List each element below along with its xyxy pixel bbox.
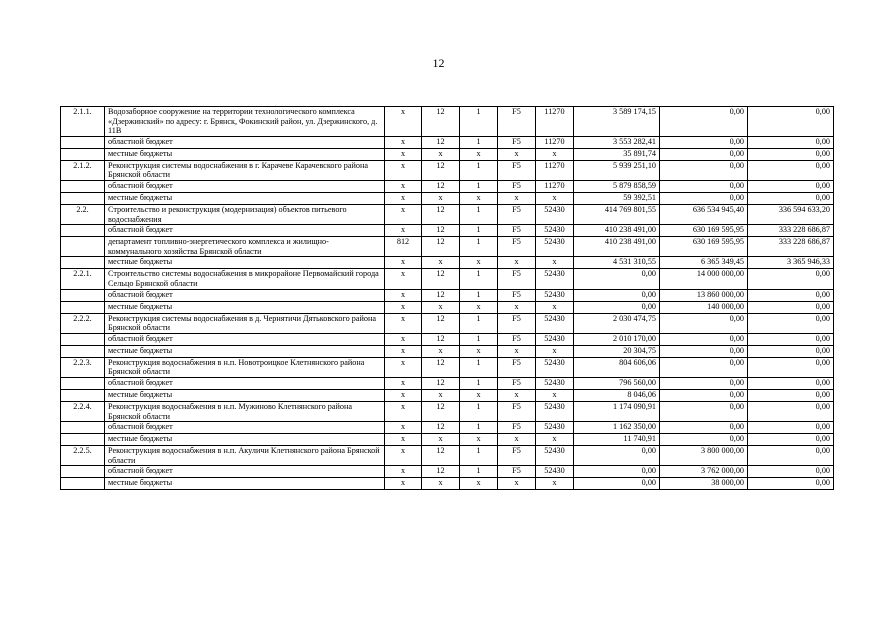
code-project: F5 bbox=[498, 401, 536, 421]
amount-year-1: 0,00 bbox=[574, 289, 660, 301]
amount-year-1: 0,00 bbox=[574, 269, 660, 289]
code-project: F5 bbox=[498, 225, 536, 237]
code-project: F5 bbox=[498, 160, 536, 180]
row-name: областной бюджет bbox=[105, 180, 385, 192]
code-direction: х bbox=[536, 389, 574, 401]
code-direction: 52430 bbox=[536, 466, 574, 478]
code-program: 1 bbox=[460, 422, 498, 434]
row-number bbox=[61, 289, 105, 301]
row-number bbox=[61, 389, 105, 401]
code-project: F5 bbox=[498, 269, 536, 289]
code-project: F5 bbox=[498, 333, 536, 345]
code-section: х bbox=[422, 478, 460, 490]
amount-year-2: 0,00 bbox=[660, 333, 748, 345]
row-name: Реконструкция системы водоснабжения в г. Карачеве Карачевского района Брянской области bbox=[105, 160, 385, 180]
code-section: 12 bbox=[422, 313, 460, 333]
table-row bbox=[61, 192, 834, 204]
code-direction: 11270 bbox=[536, 160, 574, 180]
amount-year-2: 0,00 bbox=[660, 192, 748, 204]
code-program: 1 bbox=[460, 401, 498, 421]
code-section: х bbox=[422, 434, 460, 446]
amount-year-3: 0,00 bbox=[748, 377, 834, 389]
row-number bbox=[61, 301, 105, 313]
code-project: F5 bbox=[498, 466, 536, 478]
amount-year-3: 0,00 bbox=[748, 289, 834, 301]
code-project: F5 bbox=[498, 357, 536, 377]
code-direction: х bbox=[536, 434, 574, 446]
amount-year-2: 0,00 bbox=[660, 377, 748, 389]
code-direction: 52430 bbox=[536, 237, 574, 257]
row-name: областной бюджет bbox=[105, 289, 385, 301]
amount-year-1: 1 174 090,91 bbox=[574, 401, 660, 421]
table-row bbox=[61, 301, 834, 313]
row-number bbox=[61, 422, 105, 434]
code-program: 1 bbox=[460, 180, 498, 192]
amount-year-2: 0,00 bbox=[660, 313, 748, 333]
row-number bbox=[61, 466, 105, 478]
code-admin: х bbox=[385, 301, 422, 313]
code-section: 12 bbox=[422, 269, 460, 289]
row-number: 2.1.1. bbox=[61, 107, 105, 137]
amount-year-1: 35 891,74 bbox=[574, 148, 660, 160]
row-number bbox=[61, 237, 105, 257]
row-number bbox=[61, 192, 105, 204]
table-row bbox=[61, 107, 834, 137]
row-number bbox=[61, 377, 105, 389]
code-section: 12 bbox=[422, 136, 460, 148]
table-row bbox=[61, 148, 834, 160]
amount-year-2: 3 800 000,00 bbox=[660, 446, 748, 466]
code-admin: х bbox=[385, 434, 422, 446]
amount-year-3: 0,00 bbox=[748, 389, 834, 401]
code-direction: 11270 bbox=[536, 136, 574, 148]
code-direction: 52430 bbox=[536, 422, 574, 434]
code-direction: х bbox=[536, 301, 574, 313]
amount-year-1: 59 392,51 bbox=[574, 192, 660, 204]
table-row bbox=[61, 204, 834, 224]
table-row bbox=[61, 357, 834, 377]
table-row bbox=[61, 377, 834, 389]
code-section: 12 bbox=[422, 180, 460, 192]
amount-year-2: 636 534 945,40 bbox=[660, 204, 748, 224]
code-direction: 52430 bbox=[536, 204, 574, 224]
code-admin: х bbox=[385, 107, 422, 137]
row-name: Реконструкция водоснабжения в н.п. Новотроицкое Клетнянского района Брянской области bbox=[105, 357, 385, 377]
code-section: х bbox=[422, 192, 460, 204]
row-name: местные бюджеты bbox=[105, 389, 385, 401]
amount-year-1: 5 939 251,10 bbox=[574, 160, 660, 180]
code-admin: х bbox=[385, 148, 422, 160]
code-project: х bbox=[498, 257, 536, 269]
code-admin: х bbox=[385, 257, 422, 269]
code-program: х bbox=[460, 434, 498, 446]
code-direction: х bbox=[536, 192, 574, 204]
amount-year-2: 630 169 595,95 bbox=[660, 225, 748, 237]
amount-year-2: 0,00 bbox=[660, 107, 748, 137]
amount-year-1: 4 531 310,55 bbox=[574, 257, 660, 269]
amount-year-1: 2 030 474,75 bbox=[574, 313, 660, 333]
code-section: 12 bbox=[422, 446, 460, 466]
table-row bbox=[61, 422, 834, 434]
code-admin: х bbox=[385, 446, 422, 466]
table-row bbox=[61, 466, 834, 478]
code-program: х bbox=[460, 257, 498, 269]
row-name: областной бюджет bbox=[105, 466, 385, 478]
code-program: х bbox=[460, 192, 498, 204]
code-section: 12 bbox=[422, 401, 460, 421]
code-program: 1 bbox=[460, 333, 498, 345]
amount-year-3: 0,00 bbox=[748, 401, 834, 421]
code-program: х bbox=[460, 301, 498, 313]
amount-year-1: 8 046,06 bbox=[574, 389, 660, 401]
table-row bbox=[61, 160, 834, 180]
row-name: местные бюджеты bbox=[105, 148, 385, 160]
code-admin: х bbox=[385, 478, 422, 490]
code-admin: х bbox=[385, 289, 422, 301]
table-row bbox=[61, 446, 834, 466]
amount-year-1: 410 238 491,00 bbox=[574, 237, 660, 257]
code-program: х bbox=[460, 148, 498, 160]
code-program: х bbox=[460, 345, 498, 357]
code-admin: 812 bbox=[385, 237, 422, 257]
table-row bbox=[61, 225, 834, 237]
table-row bbox=[61, 401, 834, 421]
code-direction: 52430 bbox=[536, 313, 574, 333]
amount-year-3: 0,00 bbox=[748, 478, 834, 490]
amount-year-2: 6 365 349,45 bbox=[660, 257, 748, 269]
code-direction: 52430 bbox=[536, 401, 574, 421]
amount-year-1: 414 769 801,55 bbox=[574, 204, 660, 224]
row-number: 2.2. bbox=[61, 204, 105, 224]
amount-year-1: 5 879 858,59 bbox=[574, 180, 660, 192]
amount-year-3: 0,00 bbox=[748, 301, 834, 313]
code-project: F5 bbox=[498, 313, 536, 333]
code-admin: х bbox=[385, 466, 422, 478]
code-direction: 52430 bbox=[536, 377, 574, 389]
row-name: областной бюджет bbox=[105, 377, 385, 389]
code-admin: х bbox=[385, 225, 422, 237]
code-admin: х bbox=[385, 313, 422, 333]
code-program: 1 bbox=[460, 237, 498, 257]
code-program: 1 bbox=[460, 377, 498, 389]
amount-year-1: 0,00 bbox=[574, 478, 660, 490]
table-row bbox=[61, 269, 834, 289]
code-admin: х bbox=[385, 357, 422, 377]
amount-year-2: 38 000,00 bbox=[660, 478, 748, 490]
amount-year-2: 0,00 bbox=[660, 345, 748, 357]
code-admin: х bbox=[385, 136, 422, 148]
code-project: х bbox=[498, 148, 536, 160]
amount-year-1: 20 304,75 bbox=[574, 345, 660, 357]
amount-year-2: 140 000,00 bbox=[660, 301, 748, 313]
code-project: F5 bbox=[498, 289, 536, 301]
row-name: Реконструкция водоснабжения в н.п. Акуличи Клетнянского района Брянской области bbox=[105, 446, 385, 466]
row-number bbox=[61, 136, 105, 148]
code-direction: 11270 bbox=[536, 107, 574, 137]
amount-year-1: 1 162 350,00 bbox=[574, 422, 660, 434]
amount-year-3: 0,00 bbox=[748, 160, 834, 180]
code-project: х bbox=[498, 192, 536, 204]
table-row bbox=[61, 180, 834, 192]
table-row bbox=[61, 289, 834, 301]
amount-year-3: 0,00 bbox=[748, 180, 834, 192]
row-name: местные бюджеты bbox=[105, 301, 385, 313]
code-project: F5 bbox=[498, 180, 536, 192]
amount-year-3: 0,00 bbox=[748, 313, 834, 333]
code-admin: х bbox=[385, 269, 422, 289]
code-project: F5 bbox=[498, 136, 536, 148]
table-row bbox=[61, 136, 834, 148]
amount-year-3: 0,00 bbox=[748, 345, 834, 357]
table-row bbox=[61, 389, 834, 401]
row-name: местные бюджеты bbox=[105, 192, 385, 204]
code-project: х bbox=[498, 478, 536, 490]
code-program: 1 bbox=[460, 466, 498, 478]
code-admin: х bbox=[385, 422, 422, 434]
code-program: 1 bbox=[460, 136, 498, 148]
table-row bbox=[61, 313, 834, 333]
code-admin: х bbox=[385, 204, 422, 224]
row-number: 2.2.5. bbox=[61, 446, 105, 466]
amount-year-3: 0,00 bbox=[748, 446, 834, 466]
row-number bbox=[61, 225, 105, 237]
row-number: 2.2.2. bbox=[61, 313, 105, 333]
code-admin: х bbox=[385, 401, 422, 421]
row-number bbox=[61, 333, 105, 345]
code-program: х bbox=[460, 478, 498, 490]
code-program: 1 bbox=[460, 269, 498, 289]
row-number: 2.2.3. bbox=[61, 357, 105, 377]
amount-year-2: 630 169 595,95 bbox=[660, 237, 748, 257]
amount-year-3: 0,00 bbox=[748, 333, 834, 345]
amount-year-2: 0,00 bbox=[660, 422, 748, 434]
row-name: Строительство системы водоснабжения в микрорайоне Первомайский города Сельцо Брянской области bbox=[105, 269, 385, 289]
amount-year-2: 0,00 bbox=[660, 389, 748, 401]
table-row bbox=[61, 434, 834, 446]
page-number: 12 bbox=[432, 56, 445, 70]
code-program: 1 bbox=[460, 107, 498, 137]
amount-year-3: 0,00 bbox=[748, 357, 834, 377]
row-name: областной бюджет bbox=[105, 225, 385, 237]
row-name: местные бюджеты bbox=[105, 345, 385, 357]
amount-year-2: 0,00 bbox=[660, 401, 748, 421]
table-row bbox=[61, 257, 834, 269]
code-section: х bbox=[422, 257, 460, 269]
amount-year-2: 13 860 000,00 bbox=[660, 289, 748, 301]
amount-year-2: 0,00 bbox=[660, 136, 748, 148]
code-admin: х bbox=[385, 180, 422, 192]
code-direction: х bbox=[536, 257, 574, 269]
code-direction: х bbox=[536, 148, 574, 160]
table-body bbox=[61, 107, 834, 490]
code-section: 12 bbox=[422, 107, 460, 137]
code-program: х bbox=[460, 389, 498, 401]
row-name: местные бюджеты bbox=[105, 478, 385, 490]
code-project: F5 bbox=[498, 446, 536, 466]
code-section: х bbox=[422, 148, 460, 160]
code-project: х bbox=[498, 434, 536, 446]
code-admin: х bbox=[385, 192, 422, 204]
amount-year-3: 0,00 bbox=[748, 148, 834, 160]
row-name: Строительство и реконструкция (модернизация) объектов питьевого водоснабжения bbox=[105, 204, 385, 224]
code-admin: х bbox=[385, 345, 422, 357]
table-row bbox=[61, 478, 834, 490]
row-number bbox=[61, 180, 105, 192]
code-project: F5 bbox=[498, 204, 536, 224]
amount-year-1: 804 606,06 bbox=[574, 357, 660, 377]
amount-year-3: 0,00 bbox=[748, 422, 834, 434]
code-admin: х bbox=[385, 160, 422, 180]
amount-year-2: 0,00 bbox=[660, 357, 748, 377]
row-name: местные бюджеты bbox=[105, 434, 385, 446]
code-section: х bbox=[422, 301, 460, 313]
amount-year-1: 3 589 174,15 bbox=[574, 107, 660, 137]
code-direction: 52430 bbox=[536, 333, 574, 345]
code-direction: х bbox=[536, 478, 574, 490]
amount-year-3: 0,00 bbox=[748, 136, 834, 148]
code-direction: 52430 bbox=[536, 289, 574, 301]
code-section: 12 bbox=[422, 160, 460, 180]
code-section: 12 bbox=[422, 422, 460, 434]
code-program: 1 bbox=[460, 357, 498, 377]
row-name: областной бюджет bbox=[105, 333, 385, 345]
row-name: областной бюджет bbox=[105, 136, 385, 148]
row-number: 2.2.1. bbox=[61, 269, 105, 289]
row-name: областной бюджет bbox=[105, 422, 385, 434]
code-section: 12 bbox=[422, 289, 460, 301]
table-row bbox=[61, 333, 834, 345]
amount-year-1: 0,00 bbox=[574, 446, 660, 466]
row-number: 2.1.2. bbox=[61, 160, 105, 180]
code-program: 1 bbox=[460, 204, 498, 224]
code-direction: 52430 bbox=[536, 225, 574, 237]
amount-year-1: 3 553 282,41 bbox=[574, 136, 660, 148]
code-section: 12 bbox=[422, 237, 460, 257]
row-name: местные бюджеты bbox=[105, 257, 385, 269]
code-project: х bbox=[498, 301, 536, 313]
amount-year-2: 0,00 bbox=[660, 148, 748, 160]
amount-year-1: 0,00 bbox=[574, 301, 660, 313]
code-program: 1 bbox=[460, 160, 498, 180]
code-section: х bbox=[422, 345, 460, 357]
row-number: 2.2.4. bbox=[61, 401, 105, 421]
amount-year-3: 0,00 bbox=[748, 192, 834, 204]
code-project: F5 bbox=[498, 377, 536, 389]
code-admin: х bbox=[385, 389, 422, 401]
row-number bbox=[61, 148, 105, 160]
code-project: F5 bbox=[498, 107, 536, 137]
code-direction: х bbox=[536, 345, 574, 357]
row-number bbox=[61, 257, 105, 269]
amount-year-3: 0,00 bbox=[748, 466, 834, 478]
row-name: Реконструкция системы водоснабжения в д. Чернятичи Дятьковского района Брянской области bbox=[105, 313, 385, 333]
amount-year-1: 11 740,91 bbox=[574, 434, 660, 446]
row-name: департамент топливно-энергетического комплекса и жилищно-коммунального хозяйства Брянской области bbox=[105, 237, 385, 257]
amount-year-3: 336 594 633,20 bbox=[748, 204, 834, 224]
code-section: 12 bbox=[422, 357, 460, 377]
code-project: F5 bbox=[498, 422, 536, 434]
code-section: 12 bbox=[422, 333, 460, 345]
code-project: F5 bbox=[498, 237, 536, 257]
amount-year-1: 410 238 491,00 bbox=[574, 225, 660, 237]
table-row bbox=[61, 237, 834, 257]
budget-table bbox=[60, 106, 834, 490]
row-number bbox=[61, 345, 105, 357]
row-number bbox=[61, 478, 105, 490]
amount-year-1: 0,00 bbox=[574, 466, 660, 478]
amount-year-1: 2 010 170,00 bbox=[574, 333, 660, 345]
code-project: х bbox=[498, 389, 536, 401]
code-section: 12 bbox=[422, 225, 460, 237]
code-project: х bbox=[498, 345, 536, 357]
code-section: 12 bbox=[422, 204, 460, 224]
row-name: Реконструкция водоснабжения в н.п. Мужиново Клетнянского района Брянской области bbox=[105, 401, 385, 421]
amount-year-3: 3 365 946,33 bbox=[748, 257, 834, 269]
row-number bbox=[61, 434, 105, 446]
amount-year-2: 3 762 000,00 bbox=[660, 466, 748, 478]
amount-year-3: 333 228 686,87 bbox=[748, 237, 834, 257]
code-section: 12 bbox=[422, 377, 460, 389]
code-section: х bbox=[422, 389, 460, 401]
code-program: 1 bbox=[460, 289, 498, 301]
code-admin: х bbox=[385, 377, 422, 389]
code-direction: 52430 bbox=[536, 357, 574, 377]
amount-year-3: 333 228 686,87 bbox=[748, 225, 834, 237]
amount-year-1: 796 560,00 bbox=[574, 377, 660, 389]
code-direction: 52430 bbox=[536, 446, 574, 466]
code-program: 1 bbox=[460, 313, 498, 333]
code-program: 1 bbox=[460, 225, 498, 237]
amount-year-2: 0,00 bbox=[660, 180, 748, 192]
table-row bbox=[61, 345, 834, 357]
row-name: Водозаборное сооружение на территории технологического комплекса «Дзержинский» по адресу: г. Брянск, Фокинский район, ул. Дзержинского, д. 11В bbox=[105, 107, 385, 137]
amount-year-2: 0,00 bbox=[660, 434, 748, 446]
code-section: 12 bbox=[422, 466, 460, 478]
amount-year-2: 14 000 000,00 bbox=[660, 269, 748, 289]
code-direction: 11270 bbox=[536, 180, 574, 192]
code-program: 1 bbox=[460, 446, 498, 466]
amount-year-2: 0,00 bbox=[660, 160, 748, 180]
amount-year-3: 0,00 bbox=[748, 434, 834, 446]
amount-year-3: 0,00 bbox=[748, 107, 834, 137]
code-direction: 52430 bbox=[536, 269, 574, 289]
code-admin: х bbox=[385, 333, 422, 345]
amount-year-3: 0,00 bbox=[748, 269, 834, 289]
